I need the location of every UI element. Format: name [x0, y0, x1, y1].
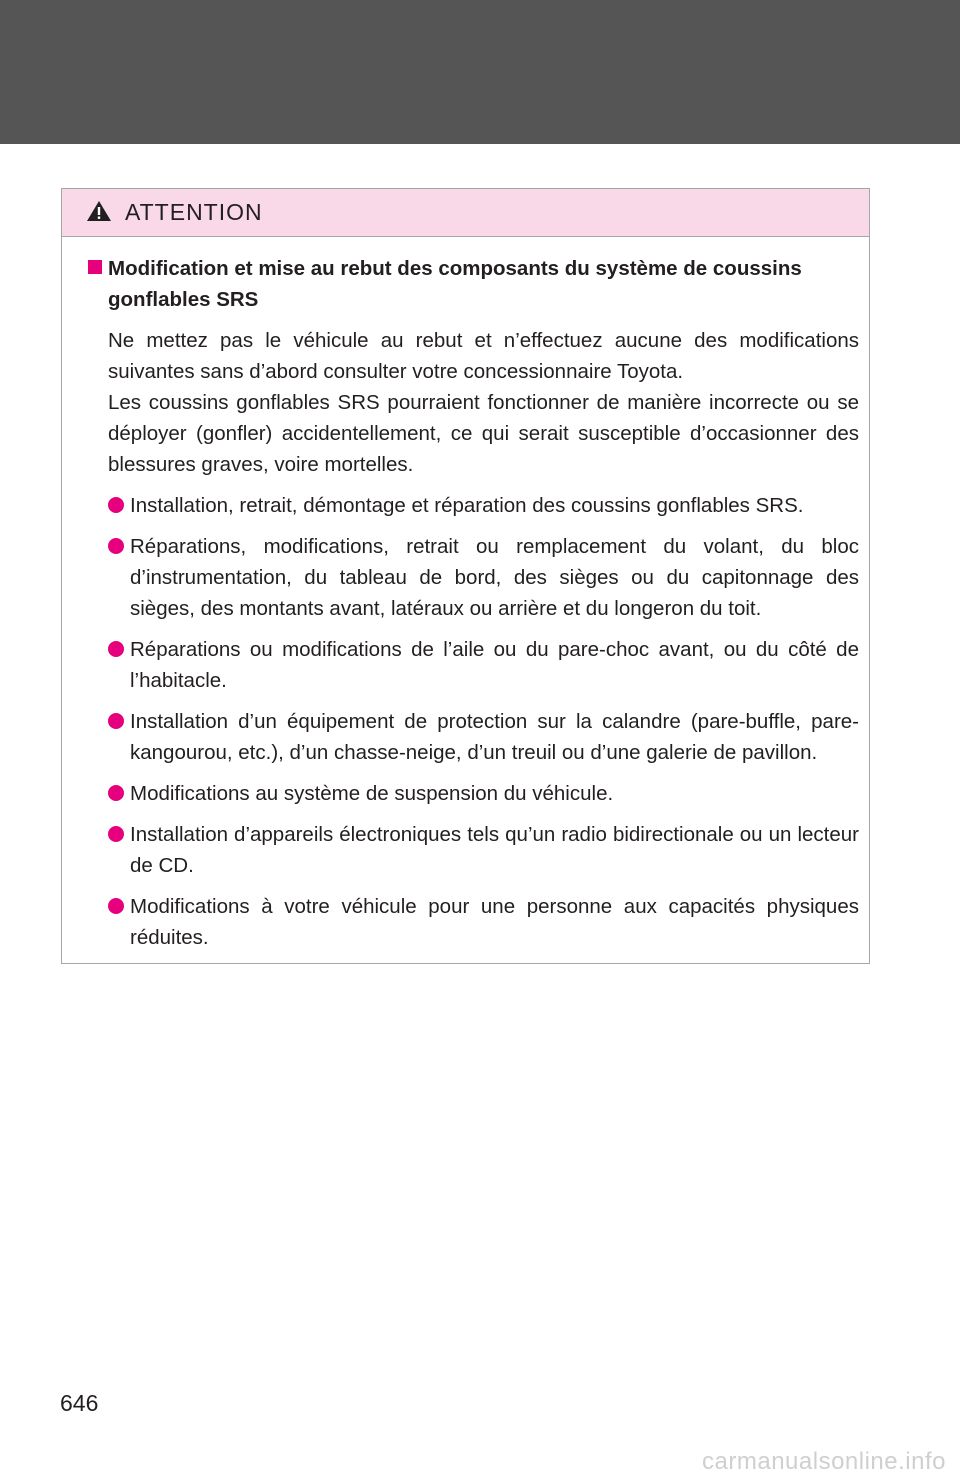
round-bullet-icon [108, 641, 124, 657]
list-item-text: Installation, retrait, démontage et réparation des coussins gonflables SRS. [130, 494, 804, 517]
list-item [88, 891, 859, 953]
round-bullet-icon [108, 538, 124, 554]
round-bullet-icon [108, 497, 124, 513]
warning-heading [88, 253, 859, 315]
round-bullet-icon [108, 898, 124, 914]
page-number: 646 [60, 1390, 99, 1416]
warning-paragraph-1: Ne mettez pas le véhicule au rebut et n’effectuez aucune des modifications suivantes sans d’abord consulter votre concessionnaire Toyota. [108, 329, 859, 383]
warning-paragraph-2: Les coussins gonflables SRS pourraient fonctionner de manière incorrecte ou se déployer (gonfler) accidentellement, ce qui serait susceptible d’occasionner des blessures graves, voire mortelles. [108, 391, 859, 476]
list-item [88, 490, 859, 521]
list-item-text: Réparations ou modifications de l’aile ou du pare-choc avant, ou du côté de l’habitacle. [130, 638, 859, 692]
list-item-text: Réparations, modifications, retrait ou remplacement du volant, du bloc d’instrumentation, du tableau de bord, des sièges ou du capitonnage des sièges, des montants avant, latéraux ou arrière et du longeron du toit. [130, 535, 859, 620]
list-item-text: Installation d’appareils électroniques tels qu’un radio bidirectionale ou un lecteur de CD. [130, 823, 859, 877]
list-item-text: Modifications à votre véhicule pour une personne aux capacités physiques réduites. [130, 895, 859, 949]
list-item [88, 706, 859, 768]
list-item-text: Installation d’un équipement de protection sur la calandre (pare-buffle, pare-kangourou, etc.), d’un chasse-neige, d’un treuil ou d’une galerie de pavillon. [130, 710, 859, 764]
round-bullet-icon [108, 826, 124, 842]
square-bullet-icon [88, 260, 102, 274]
warning-header [62, 189, 869, 237]
watermark: carmanualsonline.info [702, 1448, 946, 1475]
list-item-text: Modifications au système de suspension du véhicule. [130, 782, 614, 805]
warning-body [88, 253, 859, 963]
round-bullet-icon [108, 785, 124, 801]
warning-triangle-icon [86, 200, 112, 222]
round-bullet-icon [108, 713, 124, 729]
list-item [88, 819, 859, 881]
warning-box [61, 188, 870, 964]
list-item [88, 531, 859, 624]
list-item [88, 778, 859, 809]
warning-list [88, 490, 859, 953]
warning-heading-text: Modification et mise au rebut des composants du système de coussins gonflables SRS [108, 257, 802, 311]
top-band [0, 0, 960, 144]
warning-title: ATTENTION [125, 199, 263, 225]
list-item [88, 634, 859, 696]
